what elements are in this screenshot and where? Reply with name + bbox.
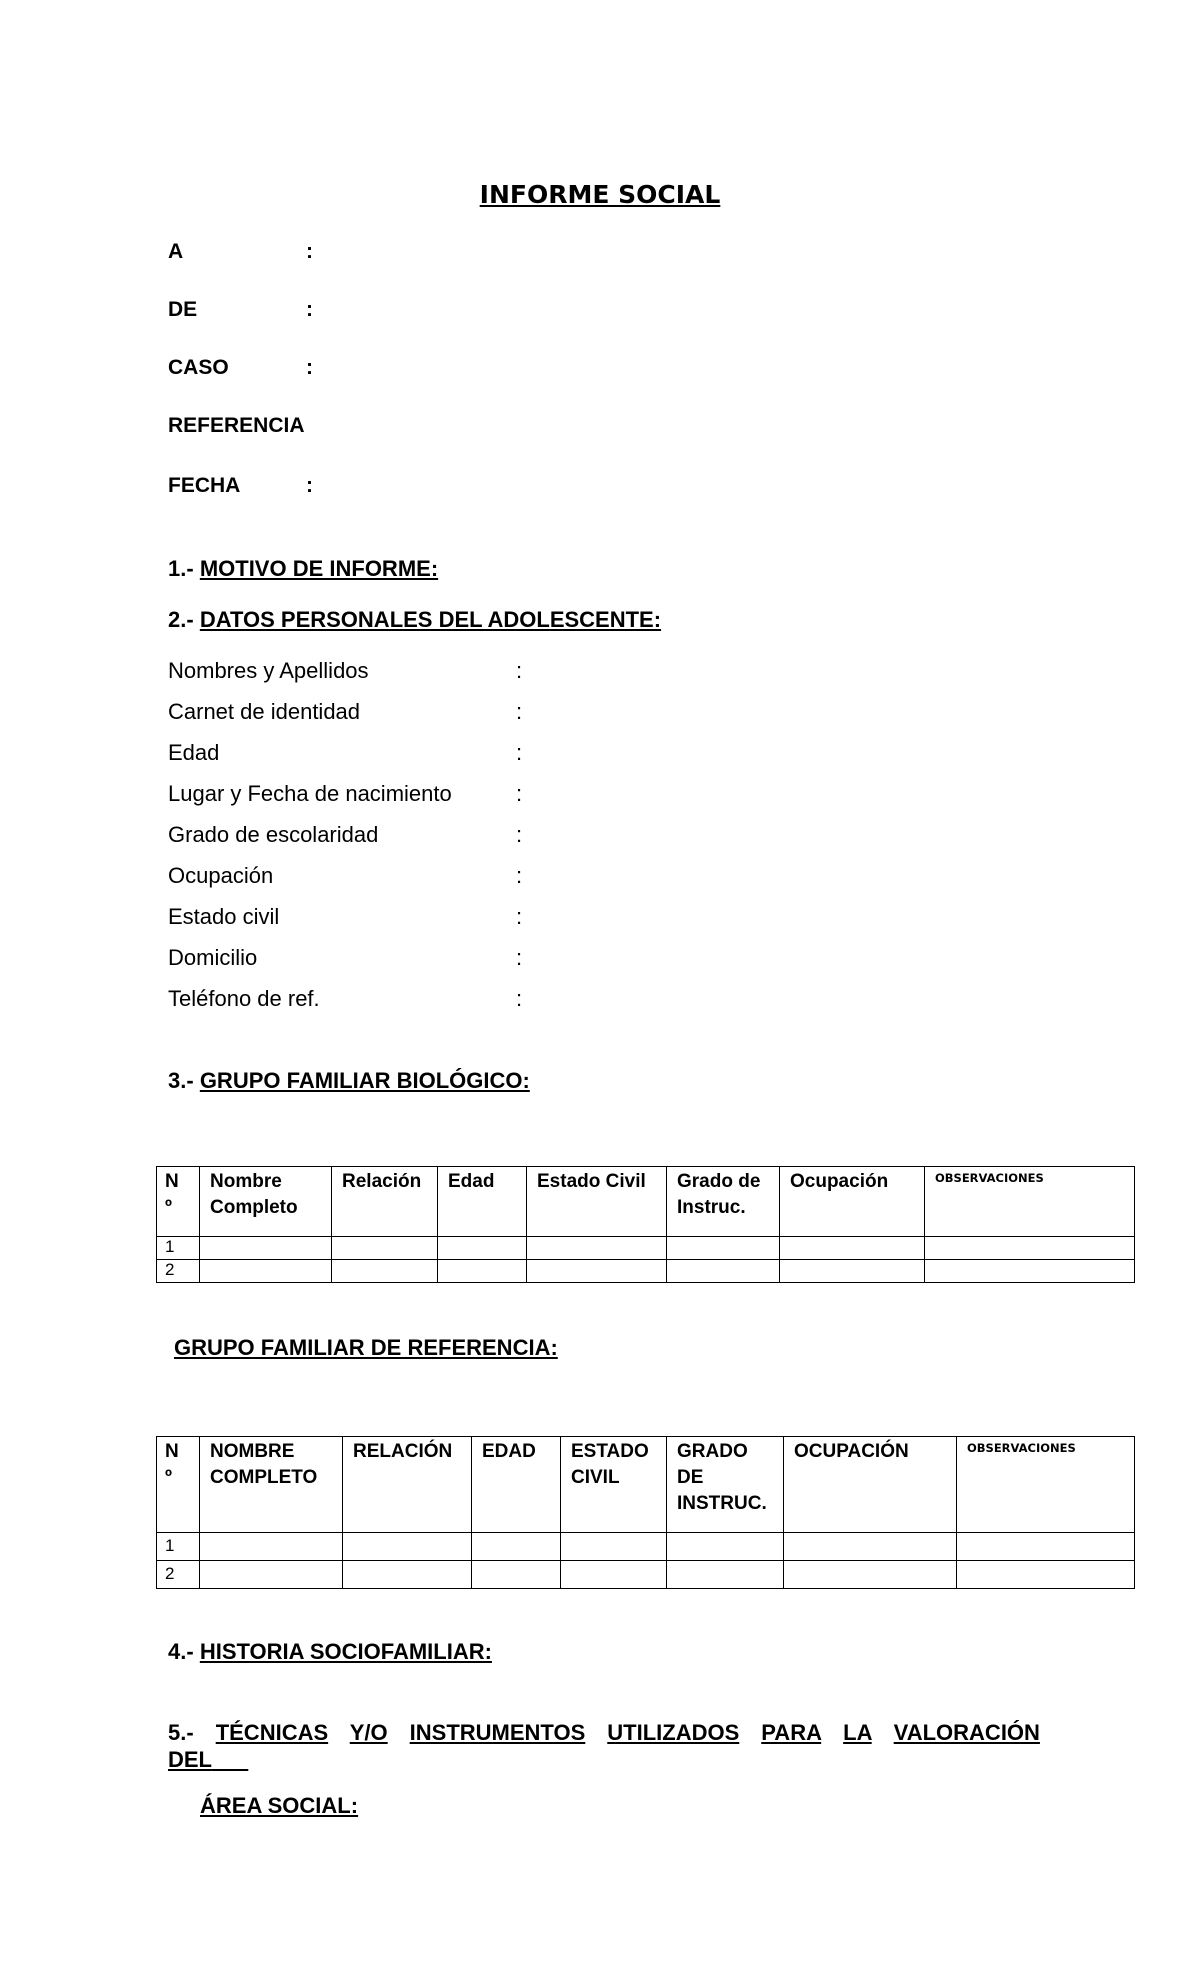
table-header-row [157, 1167, 1135, 1237]
table-cell [527, 1237, 667, 1260]
table-cell [200, 1260, 332, 1283]
table-row [157, 1561, 1135, 1589]
section-title: GRUPO FAMILIAR DE REFERENCIA: [174, 1335, 558, 1360]
col-header-grado: Grado de Instruc. [667, 1167, 780, 1237]
table-cell [200, 1237, 332, 1260]
table-cell [561, 1533, 667, 1561]
section-title-word: Y/O [349, 1720, 388, 1745]
table-cell [925, 1237, 1135, 1260]
field-colon: : [516, 740, 523, 765]
section-tecnicas-line2 [168, 1747, 248, 1773]
col-header-estado-civil: ESTADO CIVIL [561, 1437, 667, 1533]
field-label-escolaridad: Grado de escolaridad [168, 822, 379, 847]
section-grupo-biologico [168, 1068, 530, 1094]
col-header-numero: N º [157, 1167, 200, 1237]
table-cell [925, 1260, 1135, 1283]
col-header-numero: N º [157, 1437, 200, 1533]
section-title: HISTORIA SOCIOFAMILIAR: [199, 1639, 492, 1664]
field-colon: : [516, 945, 523, 970]
field-colon: : [516, 781, 523, 806]
table-cell [667, 1533, 784, 1561]
section-number: 2.- [168, 607, 194, 632]
col-header-edad: Edad [438, 1167, 527, 1237]
table-row [157, 1260, 1135, 1283]
field-label-ocupacion: Ocupación [168, 863, 274, 888]
section-title: DATOS PERSONALES DEL ADOLESCENTE: [199, 607, 662, 632]
row-number: 2 [157, 1561, 200, 1589]
row-number: 1 [157, 1237, 200, 1260]
col-header-nombre: Nombre Completo [200, 1167, 332, 1237]
row-number: 1 [157, 1533, 200, 1561]
section-title-word: TÉCNICAS [215, 1720, 329, 1745]
col-header-grado: GRADO DE INSTRUC. [667, 1437, 784, 1533]
table-cell [343, 1533, 472, 1561]
field-label-lugar-fecha: Lugar y Fecha de nacimiento [168, 781, 452, 806]
table-cell [780, 1260, 925, 1283]
field-colon: : [516, 699, 523, 724]
col-header-observaciones: OBSERVACIONES [957, 1437, 1135, 1533]
field-colon: : [516, 863, 523, 888]
header-colon-caso: : [306, 356, 313, 379]
col-header-estado-civil: Estado Civil [527, 1167, 667, 1237]
table-cell [332, 1237, 438, 1260]
section-title: MOTIVO DE INFORME: [199, 556, 439, 581]
section-title-word: UTILIZADOS [607, 1720, 740, 1745]
table-cell [438, 1260, 527, 1283]
section-area-social [200, 1793, 358, 1819]
field-label-estado-civil: Estado civil [168, 904, 280, 929]
section-title: GRUPO FAMILIAR BIOLÓGICO: [199, 1068, 530, 1093]
col-header-relacion: RELACIÓN [343, 1437, 472, 1533]
field-label-edad: Edad [168, 740, 220, 765]
table-row [157, 1237, 1135, 1260]
field-colon: : [516, 986, 523, 1011]
col-header-edad: EDAD [472, 1437, 561, 1533]
section-motivo [168, 556, 438, 582]
field-colon: : [516, 904, 523, 929]
section-grupo-referencia [174, 1335, 558, 1361]
section-title-word: DEL [168, 1747, 212, 1772]
table-cell [667, 1260, 780, 1283]
table-cell [200, 1533, 343, 1561]
section-historia [168, 1639, 492, 1665]
col-header-ocupacion: Ocupación [780, 1167, 925, 1237]
table-cell [667, 1237, 780, 1260]
table-cell [200, 1561, 343, 1589]
col-header-nombre: NOMBRE COMPLETO [200, 1437, 343, 1533]
header-label-fecha: FECHA [168, 474, 241, 497]
col-header-ocupacion: OCUPACIÓN [784, 1437, 957, 1533]
page-title: INFORME SOCIAL [479, 180, 721, 209]
header-colon-de: : [306, 298, 313, 321]
field-label-carnet: Carnet de identidad [168, 699, 361, 724]
table-cell [527, 1260, 667, 1283]
section-number: 3.- [168, 1068, 194, 1093]
table-cell [667, 1561, 784, 1589]
table-row [157, 1533, 1135, 1561]
section-number: 5.- [168, 1720, 194, 1745]
section-title-word: VALORACIÓN [893, 1720, 1040, 1745]
table-cell [343, 1561, 472, 1589]
table-cell [472, 1533, 561, 1561]
field-label-nombres: Nombres y Apellidos [168, 658, 369, 683]
section-title-word: INSTRUMENTOS [409, 1720, 586, 1745]
header-label-referencia: REFERENCIA [168, 414, 305, 437]
table-grupo-referencia [156, 1436, 1135, 1589]
header-label-caso: CASO [168, 356, 229, 379]
header-label-a: A [168, 240, 184, 263]
table-cell [561, 1561, 667, 1589]
section-number: 1.- [168, 556, 194, 581]
field-colon: : [516, 658, 523, 683]
table-cell [332, 1260, 438, 1283]
table-cell [957, 1561, 1135, 1589]
header-colon-a: : [306, 240, 313, 263]
row-number: 2 [157, 1260, 200, 1283]
table-cell [784, 1533, 957, 1561]
table-cell [438, 1237, 527, 1260]
field-label-telefono: Teléfono de ref. [168, 986, 320, 1011]
section-datos-personales [168, 607, 661, 633]
section-title-word: LA [843, 1720, 872, 1745]
field-label-domicilio: Domicilio [168, 945, 258, 970]
table-header-row [157, 1437, 1135, 1533]
table-cell [784, 1561, 957, 1589]
section-title: ÁREA SOCIAL: [200, 1793, 359, 1818]
table-grupo-biologico [156, 1166, 1135, 1283]
table-cell [780, 1237, 925, 1260]
section-number: 4.- [168, 1639, 194, 1664]
header-label-de: DE [168, 298, 198, 321]
table-cell [957, 1533, 1135, 1561]
section-tecnicas-line1 [168, 1720, 1040, 1746]
field-colon: : [516, 822, 523, 847]
table-cell [472, 1561, 561, 1589]
section-title-word: PARA [761, 1720, 822, 1745]
header-colon-fecha: : [306, 474, 313, 497]
col-header-observaciones: OBSERVACIONES [925, 1167, 1135, 1237]
col-header-relacion: Relación [332, 1167, 438, 1237]
